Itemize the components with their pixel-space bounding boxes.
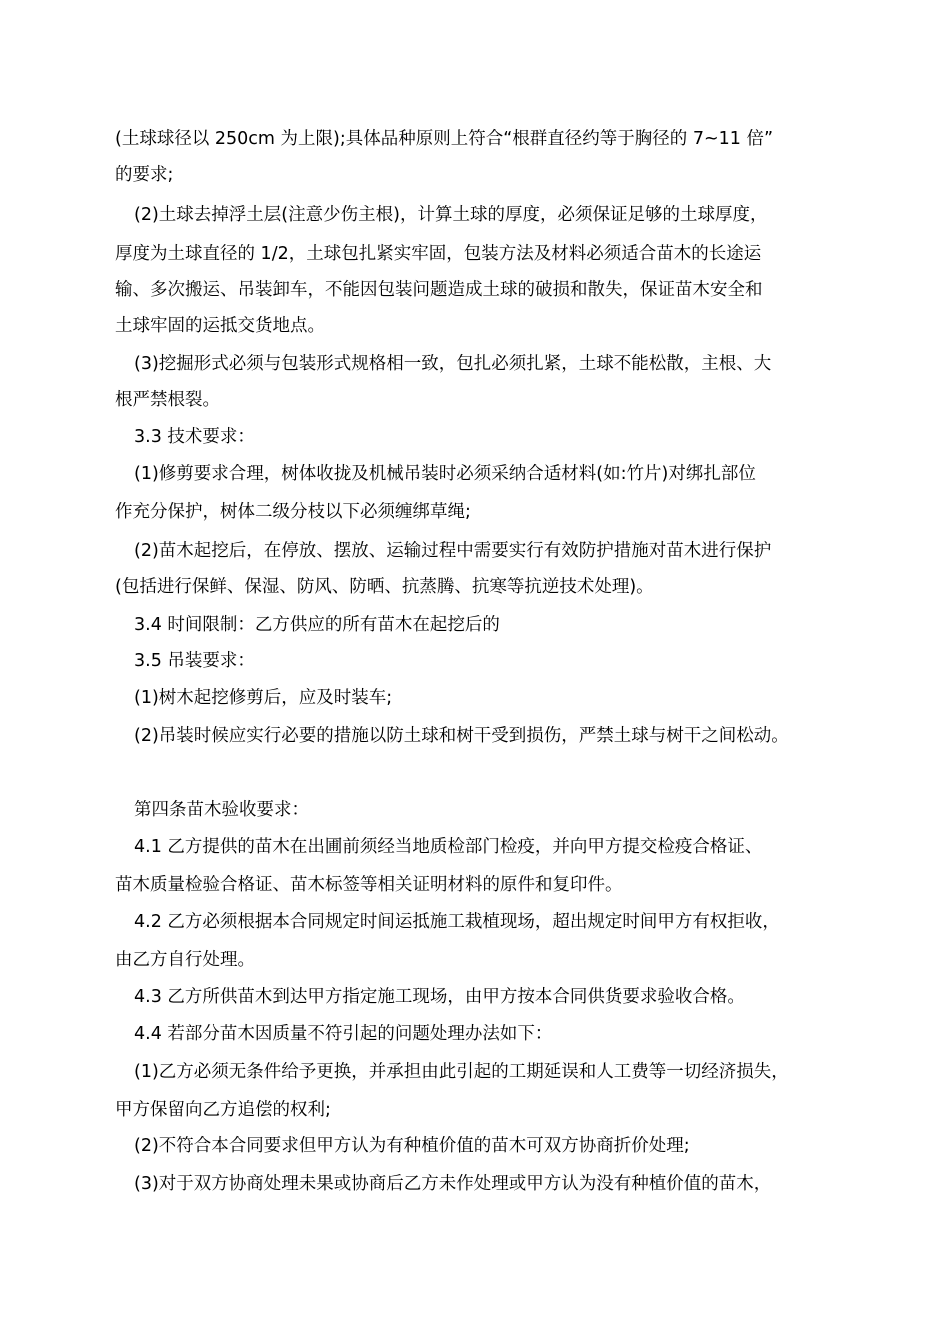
text-line: (2)土球去掉浮土层(注意少伤主根)，计算土球的厚度，必须保证足够的土球厚度， — [134, 205, 768, 225]
section-heading: 3.3 技术要求： — [134, 427, 255, 447]
section-heading: 3.4 时间限制：乙方供应的所有苗木在起挖后的 — [134, 615, 500, 635]
text-line: 根严禁根裂。 — [115, 390, 220, 410]
text-line: (包括进行保鲜、保湿、防风、防晒、抗蒸腾、抗寒等抗逆技术处理)。 — [115, 577, 654, 597]
text-line: 4.1 乙方提供的苗木在出圃前须经当地质检部门检疫，并向甲方提交检疫合格证、 — [134, 837, 763, 857]
text-line: (1)乙方必须无条件给予更换，并承担由此引起的工期延误和人工费等一切经济损失， — [134, 1062, 789, 1082]
article-heading: 第四条苗木验收要求： — [134, 800, 309, 820]
text-line: 甲方保留向乙方追偿的权利; — [115, 1100, 331, 1120]
text-line: (土球球径以 250cm 为上限);具体品种原则上符合“根群直径约等于胸径的 7~11 倍” — [115, 129, 774, 149]
text-line: 4.2 乙方必须根据本合同规定时间运抵施工栽植现场，超出规定时间甲方有权拒收， — [134, 912, 780, 932]
text-line: 土球牢固的运抵交货地点。 — [115, 316, 325, 336]
text-line: (2)苗木起挖后，在停放、摆放、运输过程中需要实行有效防护措施对苗木进行保护 — [134, 541, 772, 561]
text-line: 4.3 乙方所供苗木到达甲方指定施工现场，由甲方按本合同供货要求验收合格。 — [134, 987, 745, 1007]
text-line: 4.4 若部分苗木因质量不符引起的问题处理办法如下： — [134, 1024, 553, 1044]
text-line: 的要求; — [115, 165, 174, 185]
text-line: (2)不符合本合同要求但甲方认为有种植价值的苗木可双方协商折价处理; — [134, 1136, 690, 1156]
text-line: 输、多次搬运、吊装卸车，不能因包装问题造成土球的破损和散失，保证苗木安全和 — [115, 280, 763, 300]
text-line: (1)修剪要求合理，树体收拢及机械吊装时必须采纳合适材料(如:竹片)对绑扎部位 — [134, 464, 756, 484]
text-line: (1)树木起挖修剪后，应及时装车; — [134, 688, 393, 708]
text-line: (2)吊装时候应实行必要的措施以防土球和树干受到损伤，严禁土球与树干之间松动。 — [134, 726, 789, 746]
text-line: (3)对于双方协商处理未果或协商后乙方未作处理或甲方认为没有种植价值的苗木， — [134, 1174, 772, 1194]
text-line: 苗木质量检验合格证、苗木标签等相关证明材料的原件和复印件。 — [115, 875, 623, 895]
text-line: (3)挖掘形式必须与包装形式规格相一致，包扎必须扎紧，土球不能松散，主根、大 — [134, 354, 772, 374]
text-line: 厚度为土球直径的 1/2，土球包扎紧实牢固，包装方法及材料必须适合苗木的长途运 — [115, 244, 762, 264]
text-line: 由乙方自行处理。 — [115, 950, 255, 970]
text-line: 作充分保护，树体二级分枝以下必须缠绑草绳; — [115, 502, 471, 522]
section-heading: 3.5 吊装要求： — [134, 651, 255, 671]
